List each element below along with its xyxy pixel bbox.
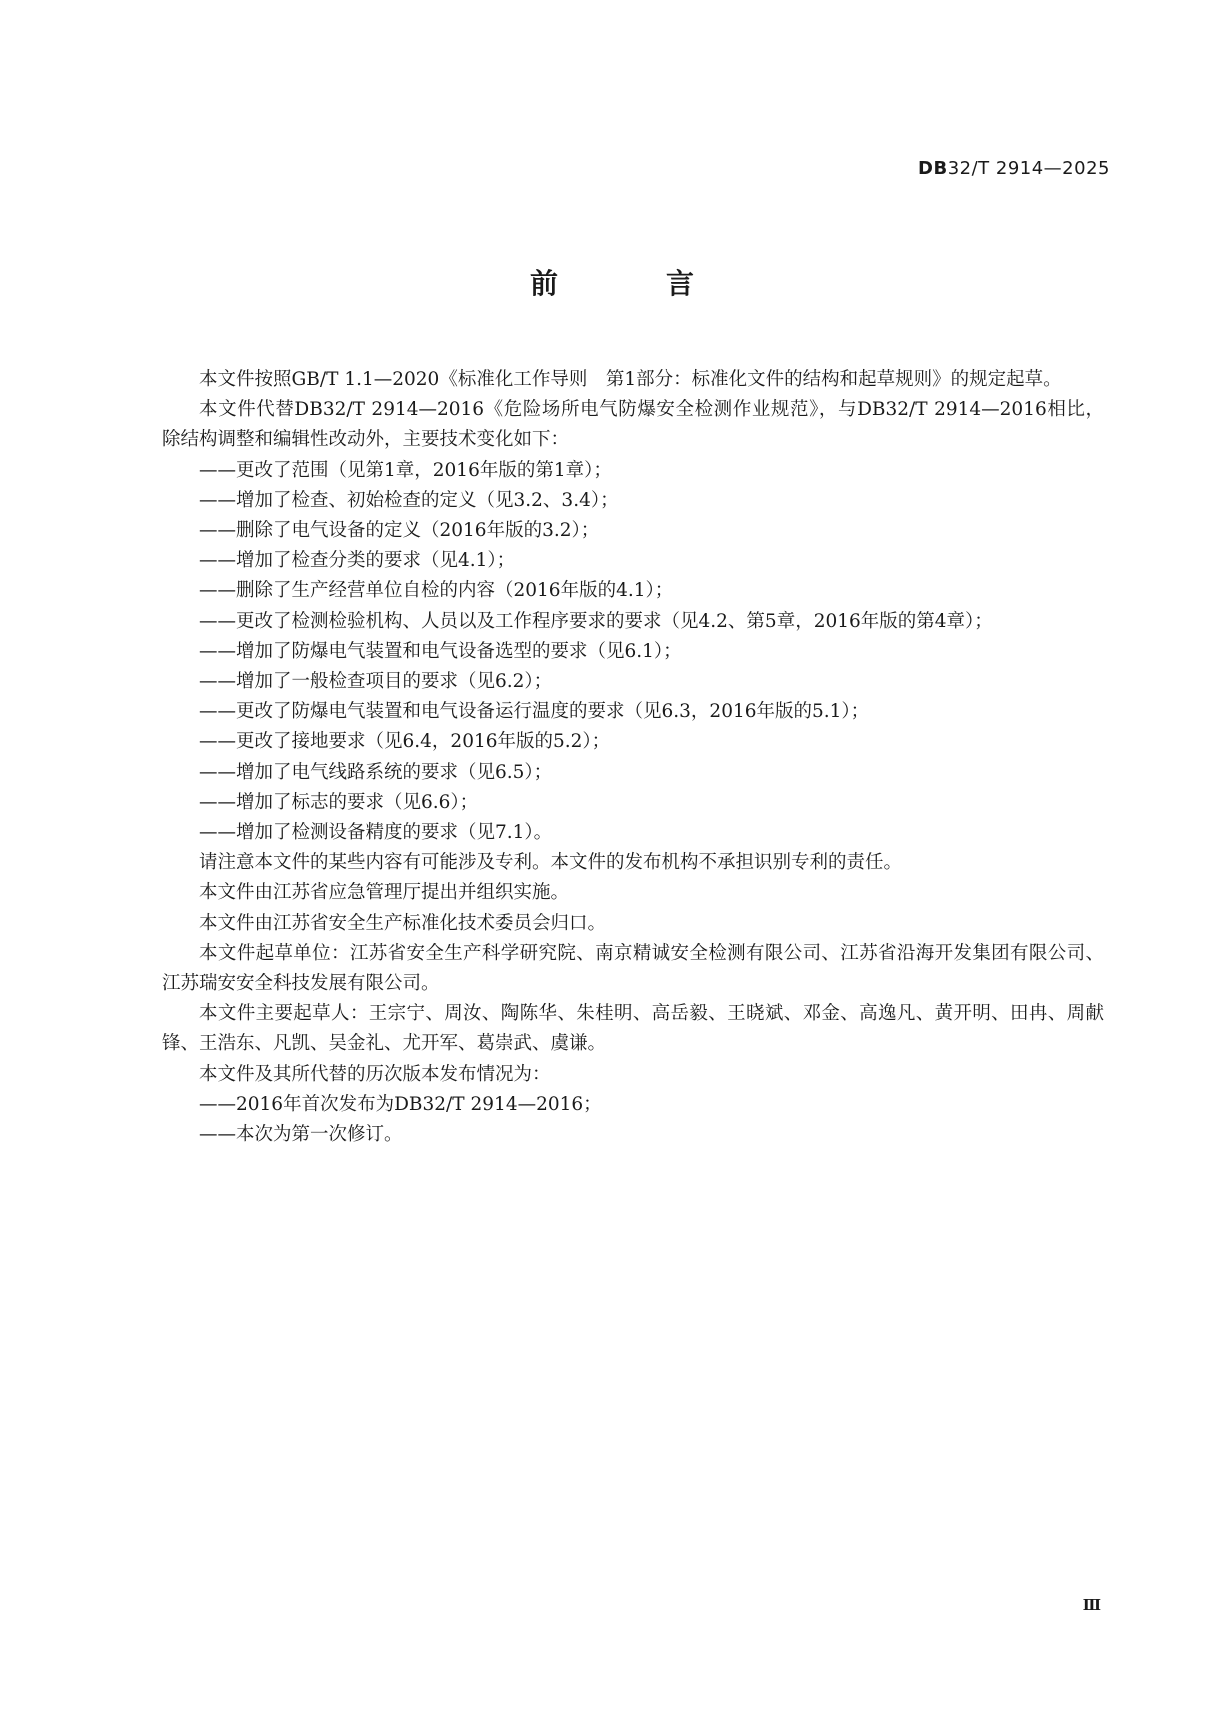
change-item: ——增加了检查、初始检查的定义（见3.2、3.4）； <box>199 489 619 511</box>
standard-prefix: DB <box>918 158 948 179</box>
paragraph-replacement: 本文件代替DB32/T 2914—2016《危险场所电气防爆安全检测作业规范》，与DB32/T 2914—2016相比，除结构调整和编辑性改动外，主要技术变化如下： <box>162 399 1104 451</box>
change-item: ——增加了检查分类的要求（见4.1）； <box>199 550 516 572</box>
history-item: ——本次为第一次修订。 <box>199 1124 403 1146</box>
page-title: 前 言 <box>529 267 734 300</box>
document-code <box>918 158 1110 179</box>
paragraph-drafting-units: 本文件起草单位：江苏省安全生产科学研究院、南京精诚安全检测有限公司、江苏省沿海开发集团有限公司、江苏瑞安安全科技发展有限公司。 <box>162 942 1104 995</box>
paragraph-drafting-rules: 本文件按照GB/T 1.1—2020《标准化工作导则 第1部分：标准化文件的结构和起草规则》的规定起草。 <box>199 369 1062 390</box>
paragraph-history-intro: 本文件及其所代替的历次版本发布情况为： <box>199 1063 551 1085</box>
change-item: ——增加了检测设备精度的要求（见7.1）。 <box>199 822 553 844</box>
foreword-body <box>162 365 1104 1150</box>
change-item: ——删除了生产经营单位自检的内容（2016年版的4.1）； <box>199 580 674 602</box>
change-item: ——更改了检测检验机构、人员以及工作程序要求的要求（见4.2、第5章，2016年版的第4章）； <box>199 610 993 632</box>
change-item: ——更改了防爆电气装置和电气设备运行温度的要求（见6.3，2016年版的5.1）； <box>199 701 870 723</box>
change-item: ——更改了接地要求（见6.4，2016年版的5.2）； <box>199 731 611 753</box>
paragraph-committee: 本文件由江苏省安全生产标准化技术委员会归口。 <box>199 912 607 934</box>
page-number: Ⅲ <box>1082 1596 1101 1614</box>
standard-code: 32/T 2914—2025 <box>947 158 1110 179</box>
change-item: ——更改了范围（见第1章，2016年版的第1章）； <box>199 459 612 481</box>
paragraph-drafters: 本文件主要起草人：王宗宁、周汝、陶陈华、朱桂明、高岳毅、王晓斌、邓金、高逸凡、黄开明、田冉、周献锋、王浩东、凡凯、吴金礼、尤开军、葛崇武、虞谦。 <box>162 1003 1104 1055</box>
change-item: ——删除了电气设备的定义（2016年版的3.2）； <box>199 520 600 542</box>
change-item: ——增加了防爆电气装置和电气设备选型的要求（见6.1）； <box>199 640 682 662</box>
change-item: ——增加了电气线路系统的要求（见6.5）； <box>199 761 553 783</box>
history-item: ——2016年首次发布为DB32/T 2914—2016； <box>199 1093 602 1115</box>
paragraph-patent-notice: 请注意本文件的某些内容有可能涉及专利。本文件的发布机构不承担识别专利的责任。 <box>199 852 903 874</box>
change-item: ——增加了一般检查项目的要求（见6.2）； <box>199 671 553 693</box>
paragraph-proposer: 本文件由江苏省应急管理厅提出并组织实施。 <box>199 882 570 904</box>
change-item: ——增加了标志的要求（见6.6）； <box>199 791 479 813</box>
